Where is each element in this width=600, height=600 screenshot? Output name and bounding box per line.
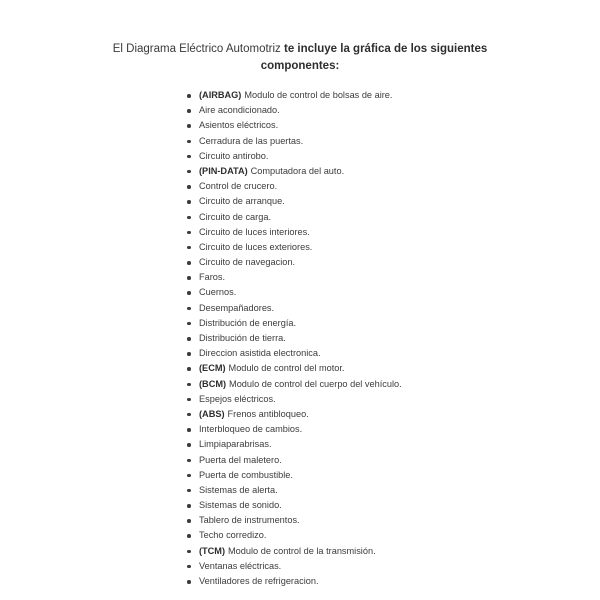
bullet-icon <box>187 155 191 159</box>
list-item <box>185 225 545 240</box>
list-item <box>185 240 545 255</box>
list-item-code: (BCM) <box>199 378 227 389</box>
list-item-text: Control de crucero. <box>199 181 278 192</box>
list-item <box>185 574 545 589</box>
list-item-text: Asientos eléctricos. <box>199 120 279 131</box>
list-item-text: Direccion asistida electronica. <box>199 348 321 359</box>
bullet-icon <box>187 413 191 417</box>
bullet-icon <box>187 200 191 204</box>
bullet-icon <box>187 352 191 356</box>
bullet-icon <box>187 459 191 463</box>
bullet-icon <box>187 124 191 128</box>
list-item <box>185 407 545 422</box>
bullet-icon <box>187 398 191 402</box>
list-item <box>185 179 545 194</box>
list-item-text: Desempañadores. <box>199 302 275 313</box>
bullet-icon <box>187 519 191 523</box>
list-item-text: Computadora del auto. <box>250 165 345 176</box>
list-item-text: Circuito de luces interiores. <box>199 226 310 237</box>
bullet-icon <box>187 276 191 280</box>
list-item <box>185 544 545 559</box>
list-item <box>185 255 545 270</box>
bullet-icon <box>187 216 191 220</box>
list-item-text: Ventiladores de refrigeracion. <box>199 576 319 586</box>
bullet-icon <box>187 367 191 371</box>
bullet-icon <box>187 185 191 189</box>
bullet-icon <box>187 261 191 265</box>
list-item <box>185 134 545 149</box>
bullet-icon <box>187 231 191 235</box>
bullet-icon <box>187 246 191 250</box>
list-item <box>185 392 545 407</box>
bullet-icon <box>187 383 191 387</box>
list-item-code: (PIN-DATA) <box>199 165 248 176</box>
list-item-code: (AIRBAG) <box>199 90 242 100</box>
bullet-icon <box>187 428 191 432</box>
list-item-text: Espejos eléctricos. <box>199 393 276 404</box>
list-item-text: Sistemas de alerta. <box>199 484 278 495</box>
list-item <box>185 453 545 468</box>
list-item-text: Puerta del maletero. <box>199 454 282 465</box>
component-list <box>185 88 545 589</box>
list-item-text: Interbloqueo de cambios. <box>199 424 303 435</box>
list-item <box>185 285 545 300</box>
list-item <box>185 118 545 133</box>
bullet-icon <box>187 489 191 493</box>
list-item-text: Frenos antibloqueo. <box>227 408 309 419</box>
list-item-text: Cerradura de las puertas. <box>199 135 304 146</box>
list-item <box>185 377 545 392</box>
list-item-code: (ECM) <box>199 363 226 374</box>
list-item-text: Tablero de instrumentos. <box>199 515 300 526</box>
list-item <box>185 270 545 285</box>
list-item-text: Circuito de carga. <box>199 211 272 222</box>
list-item-text: Distribución de energía. <box>199 317 297 328</box>
list-item-text: Puerta de combustible. <box>199 469 293 480</box>
list-item-text: Modulo de control de bolsas de aire. <box>244 90 393 100</box>
list-item-text: Sistemas de sonido. <box>199 500 282 511</box>
bullet-icon <box>187 140 191 144</box>
list-item <box>185 346 545 361</box>
list-item-text: Cuernos. <box>199 287 237 298</box>
bullet-icon <box>187 322 191 326</box>
list-item-text: Faros. <box>199 272 226 283</box>
bullet-icon <box>187 170 191 174</box>
list-item-code: (TCM) <box>199 545 226 556</box>
list-item <box>185 422 545 437</box>
list-item <box>185 301 545 316</box>
list-item <box>185 103 545 118</box>
list-item-text: Distribución de tierra. <box>199 333 286 343</box>
list-item <box>185 194 545 209</box>
list-item-code: (ABS) <box>199 408 225 419</box>
bullet-icon <box>187 337 191 341</box>
list-item-text: Techo corredizo. <box>199 530 267 541</box>
bullet-icon <box>187 443 191 447</box>
list-item <box>185 316 545 331</box>
bullet-icon <box>187 550 191 554</box>
bullet-icon <box>187 307 191 311</box>
list-item-text: Modulo de control del motor. <box>228 363 345 374</box>
list-item-text: Modulo de control de la transmisión. <box>228 545 376 556</box>
list-item <box>185 468 545 483</box>
list-item <box>185 483 545 498</box>
list-item <box>185 528 545 543</box>
list-item-text: Circuito antirobo. <box>199 150 269 161</box>
bullet-icon <box>187 580 191 584</box>
bullet-icon <box>187 474 191 478</box>
list-item <box>185 331 545 346</box>
bullet-icon <box>187 291 191 295</box>
list-item <box>185 513 545 528</box>
bullet-icon <box>187 534 191 538</box>
list-item <box>185 437 545 452</box>
list-item <box>185 164 545 179</box>
intro-normal-text: El Diagrama Eléctrico Automotriz <box>112 43 281 55</box>
bullet-icon <box>187 504 191 508</box>
list-item <box>185 88 545 103</box>
bullet-icon <box>187 565 191 569</box>
list-item <box>185 210 545 225</box>
intro-bold-text: te incluye la gráfica de los siguientes componentes: <box>260 43 488 72</box>
list-item-text: Limpiaparabrisas. <box>199 439 272 450</box>
list-item <box>185 559 545 574</box>
list-item-text: Modulo de control del cuerpo del vehículo. <box>229 378 402 389</box>
intro-paragraph <box>100 41 500 75</box>
list-item <box>185 498 545 513</box>
bullet-icon <box>187 109 191 113</box>
list-item-text: Aire acondicionado. <box>199 105 280 116</box>
list-item-text: Ventanas eléctricas. <box>199 560 282 571</box>
list-item-text: Circuito de arranque. <box>199 196 285 207</box>
list-item <box>185 149 545 164</box>
list-item-text: Circuito de navegacion. <box>199 257 296 268</box>
bullet-icon <box>187 94 191 98</box>
list-item <box>185 361 545 376</box>
list-item-text: Circuito de luces exteriores. <box>199 241 313 252</box>
